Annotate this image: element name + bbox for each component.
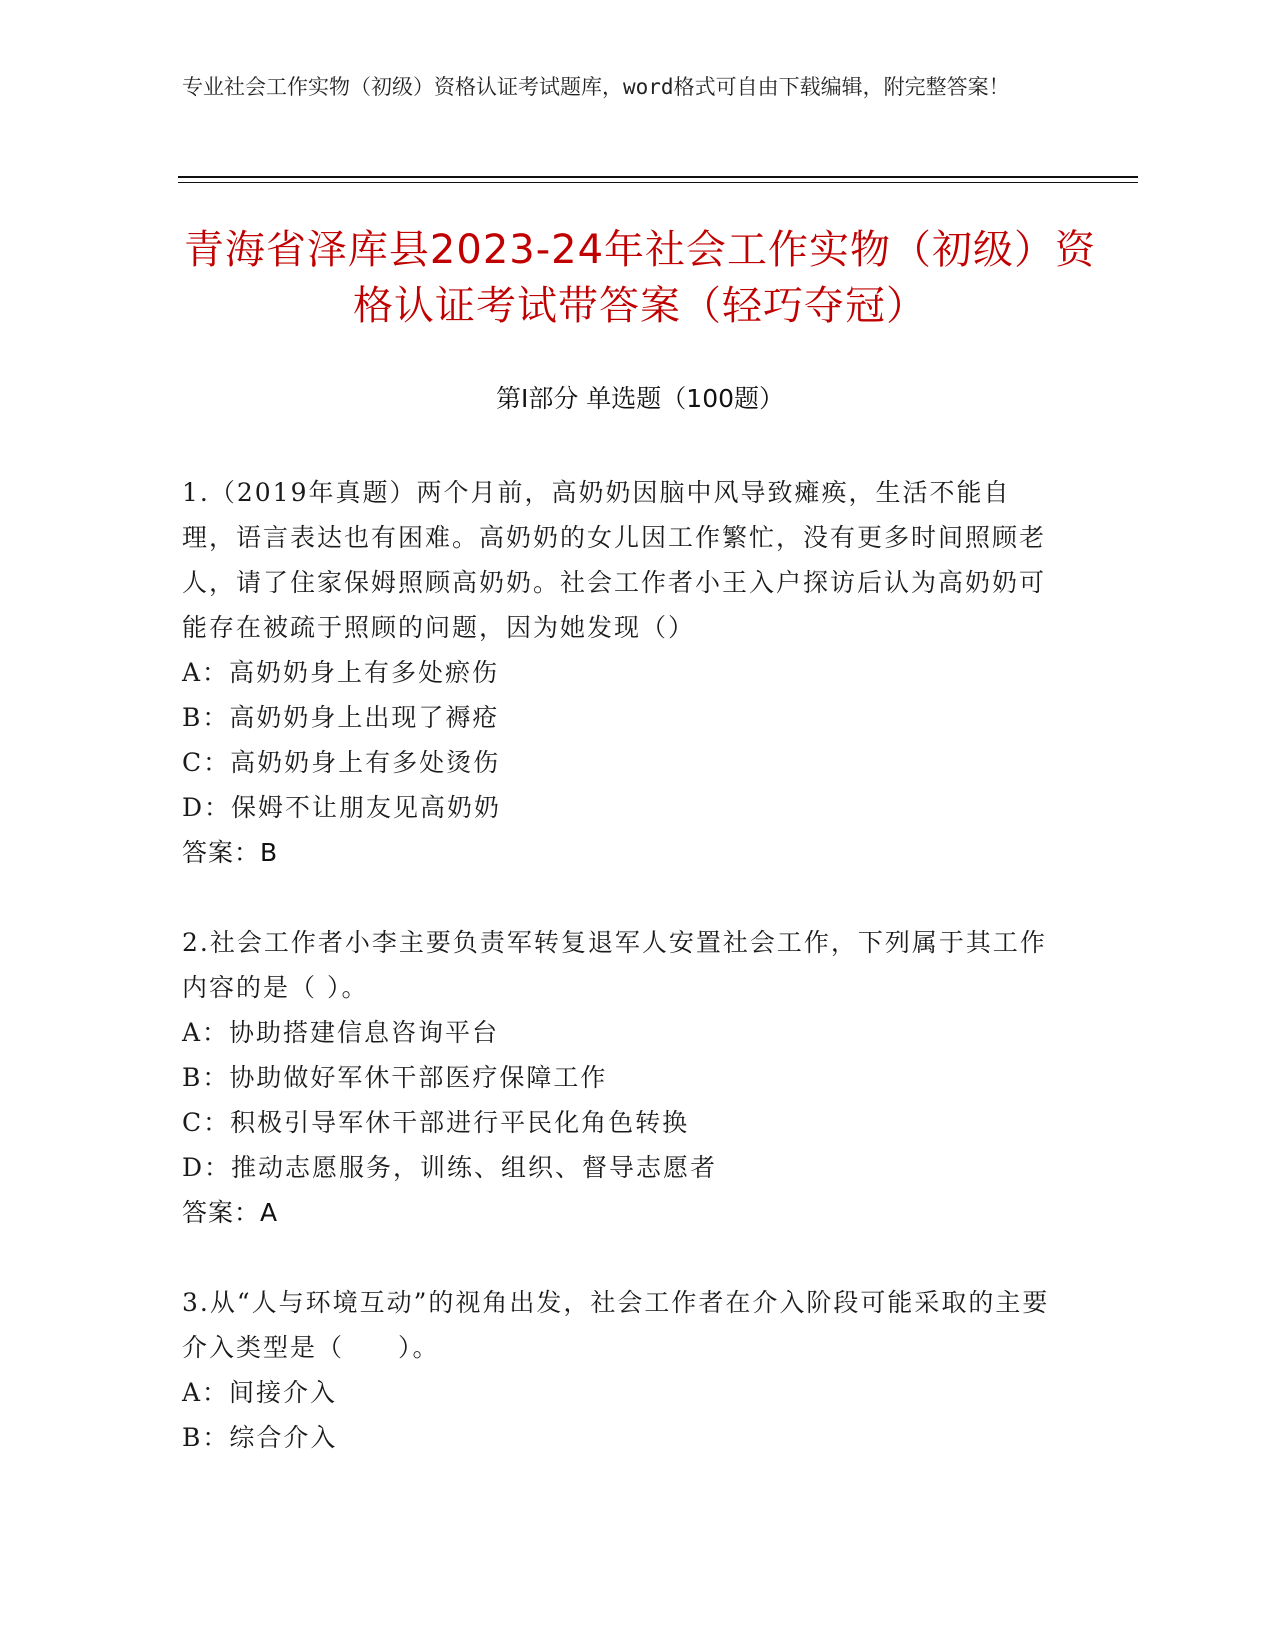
question-stem: 3.从“人与环境互动”的视角出发，社会工作者在介入阶段可能采取的主要介入类型是（ ）。 (182, 1288, 1050, 1362)
option-b: B：综合介入 (182, 1423, 338, 1452)
option-a: A：协助搭建信息咨询平台 (182, 1018, 500, 1047)
option-b: B：高奶奶身上出现了褥疮 (182, 703, 500, 732)
option-c: C：高奶奶身上有多处烫伤 (182, 748, 501, 777)
option-d: D：保姆不让朋友见高奶奶 (182, 793, 502, 822)
question-3 (182, 1280, 1062, 1460)
answer-label: 答案：A (182, 1198, 279, 1227)
option-a: A：间接介入 (182, 1378, 338, 1407)
option-c: C：积极引导军休干部进行平民化角色转换 (182, 1108, 690, 1137)
section-title: 第I部分 单选题（100题） (495, 384, 785, 413)
question-stem: 2.社会工作者小李主要负责军转复退军人安置社会工作，下列属于其工作内容的是（ ）。 (182, 928, 1047, 1002)
header-note: 专业社会工作实物（初级）资格认证考试题库，word格式可自由下载编辑，附完整答案！ (182, 75, 1010, 99)
option-a: A：高奶奶身上有多处瘀伤 (182, 658, 500, 687)
header-divider-thick (178, 176, 1138, 178)
question-list (182, 470, 1062, 1505)
question-1 (182, 470, 1062, 875)
answer-label: 答案：B (182, 838, 279, 867)
option-d: D：推动志愿服务，训练、组织、督导志愿者 (182, 1153, 718, 1182)
question-stem: 1.（2019年真题）两个月前，高奶奶因脑中风导致瘫痪，生活不能自理，语言表达也有困难。高奶奶的女儿因工作繁忙，没有更多时间照顾老人，请了住家保姆照顾高奶奶。社会工作者小王入户探访后认为高奶奶可能存在被疏于照顾的问题，因为她发现（） (182, 478, 1047, 642)
option-b: B：协助做好军休干部医疗保障工作 (182, 1063, 608, 1092)
document-title: 青海省泽库县2023-24年社会工作实物（初级）资格认证考试带答案（轻巧夺冠） (183, 227, 1097, 329)
header-divider-thin (178, 182, 1138, 183)
question-2 (182, 920, 1062, 1235)
